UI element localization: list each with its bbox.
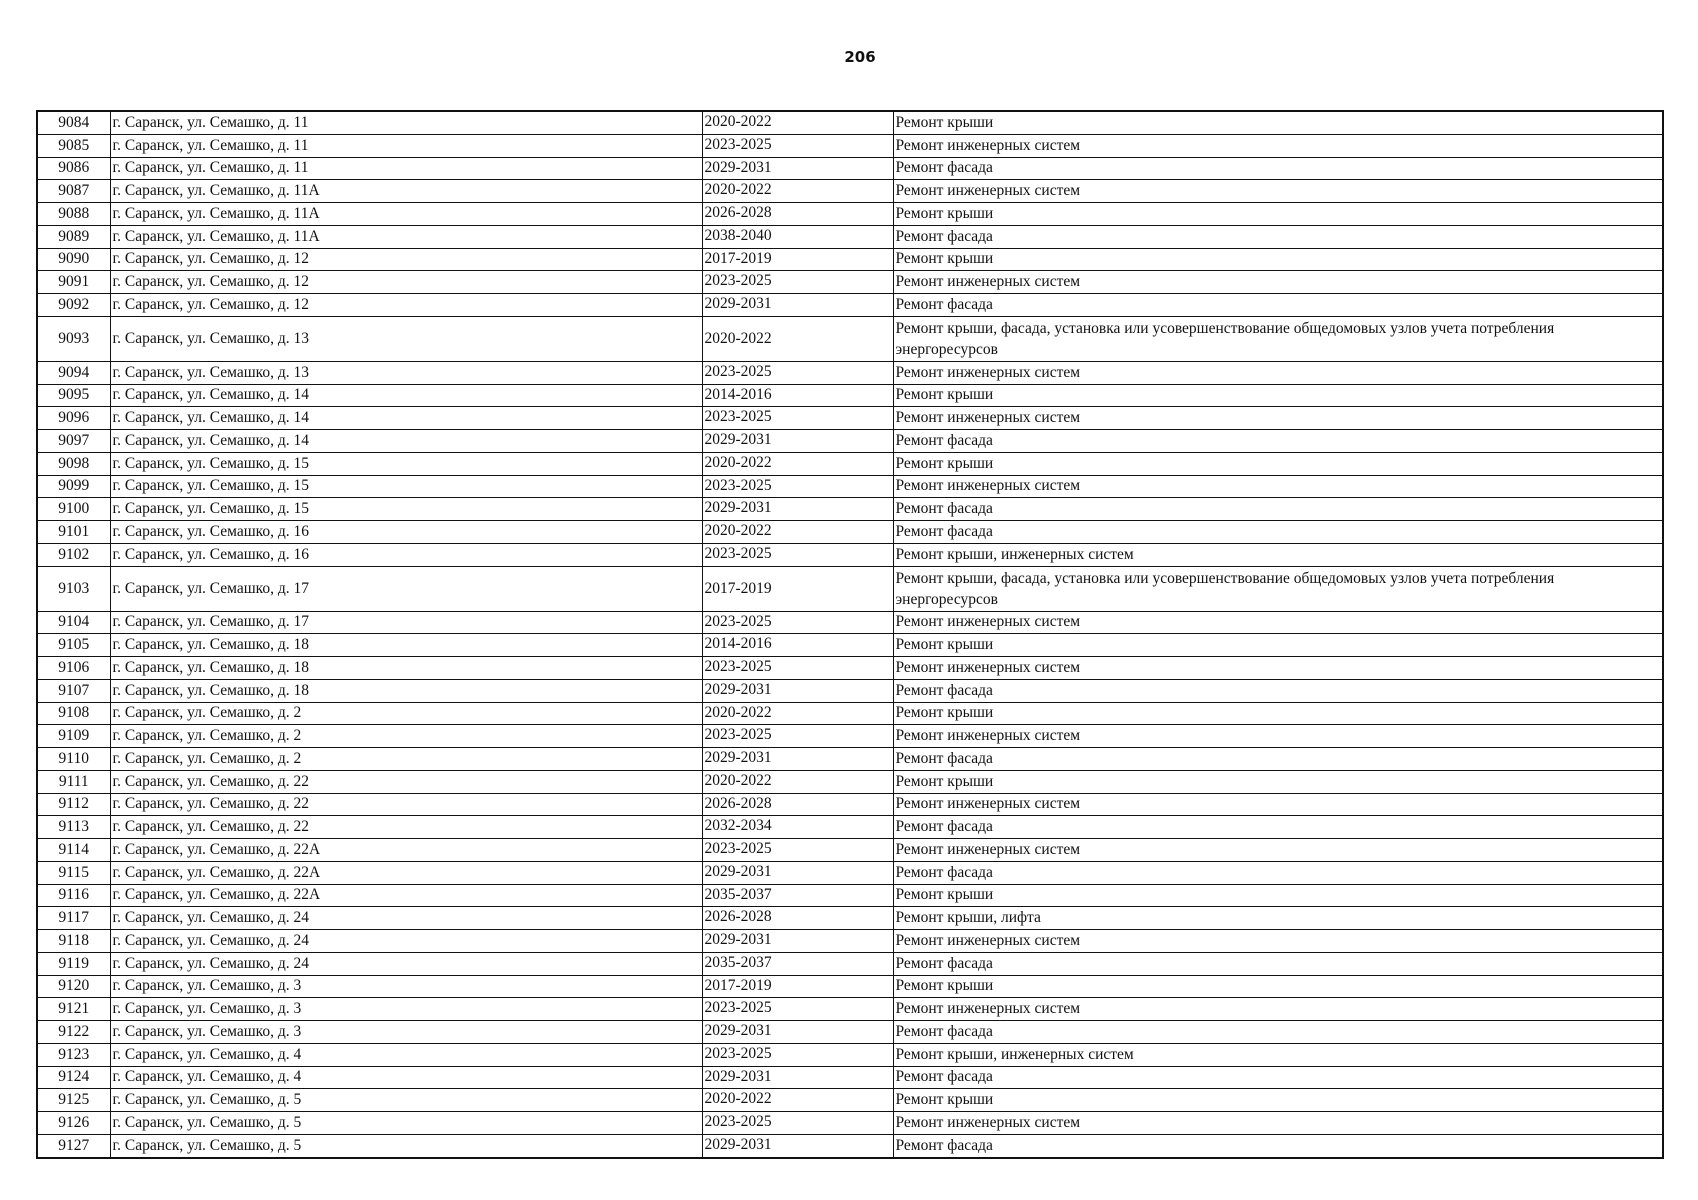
work-type-cell: Ремонт фасада — [893, 679, 1663, 702]
table-row — [37, 225, 1663, 248]
row-number-cell: 9098 — [37, 452, 110, 475]
address-cell: г. Саранск, ул. Семашко, д. 22А — [110, 884, 702, 907]
table-row — [37, 498, 1663, 521]
address-cell: г. Саранск, ул. Семашко, д. 14 — [110, 407, 702, 430]
work-type-cell: Ремонт фасада — [893, 498, 1663, 521]
period-cell: 2032-2034 — [702, 816, 893, 839]
table-row — [37, 475, 1663, 498]
table-row — [37, 111, 1663, 134]
period-cell: 2029-2031 — [702, 861, 893, 884]
table-row — [37, 248, 1663, 271]
period-cell: 2020-2022 — [702, 521, 893, 544]
work-type-cell: Ремонт фасада — [893, 430, 1663, 453]
work-type-cell: Ремонт крыши, фасада, установка или усовершенствование общедомовых узлов учета потребления энергоресурсов — [893, 316, 1663, 361]
work-type-cell: Ремонт инженерных систем — [893, 407, 1663, 430]
row-number-cell: 9100 — [37, 498, 110, 521]
address-cell: г. Саранск, ул. Семашко, д. 11А — [110, 225, 702, 248]
row-number-cell: 9094 — [37, 361, 110, 384]
address-cell: г. Саранск, ул. Семашко, д. 5 — [110, 1089, 702, 1112]
row-number-cell: 9091 — [37, 271, 110, 294]
period-cell: 2023-2025 — [702, 839, 893, 862]
row-number-cell: 9120 — [37, 975, 110, 998]
address-cell: г. Саранск, ул. Семашко, д. 18 — [110, 679, 702, 702]
row-number-cell: 9108 — [37, 702, 110, 725]
work-type-cell: Ремонт крыши — [893, 111, 1663, 134]
table-row — [37, 180, 1663, 203]
row-number-cell: 9127 — [37, 1134, 110, 1157]
work-type-cell: Ремонт фасада — [893, 157, 1663, 180]
work-type-cell: Ремонт инженерных систем — [893, 271, 1663, 294]
address-cell: г. Саранск, ул. Семашко, д. 3 — [110, 975, 702, 998]
period-cell: 2020-2022 — [702, 316, 893, 361]
address-cell: г. Саранск, ул. Семашко, д. 14 — [110, 430, 702, 453]
address-cell: г. Саранск, ул. Семашко, д. 22А — [110, 839, 702, 862]
work-type-cell: Ремонт крыши — [893, 1089, 1663, 1112]
work-type-cell: Ремонт фасада — [893, 1066, 1663, 1089]
row-number-cell: 9126 — [37, 1112, 110, 1135]
work-type-cell: Ремонт крыши — [893, 452, 1663, 475]
row-number-cell: 9097 — [37, 430, 110, 453]
period-cell: 2023-2025 — [702, 271, 893, 294]
work-type-cell: Ремонт инженерных систем — [893, 725, 1663, 748]
table-row — [37, 816, 1663, 839]
row-number-cell: 9106 — [37, 657, 110, 680]
period-cell: 2026-2028 — [702, 793, 893, 816]
table-row — [37, 407, 1663, 430]
table-row — [37, 975, 1663, 998]
address-cell: г. Саранск, ул. Семашко, д. 11 — [110, 111, 702, 134]
row-number-cell: 9088 — [37, 203, 110, 226]
period-cell: 2023-2025 — [702, 475, 893, 498]
work-type-cell: Ремонт крыши — [893, 203, 1663, 226]
row-number-cell: 9087 — [37, 180, 110, 203]
period-cell: 2023-2025 — [702, 407, 893, 430]
row-number-cell: 9084 — [37, 111, 110, 134]
table-row — [37, 952, 1663, 975]
address-cell: г. Саранск, ул. Семашко, д. 13 — [110, 361, 702, 384]
work-type-cell: Ремонт фасада — [893, 1134, 1663, 1157]
row-number-cell: 9089 — [37, 225, 110, 248]
period-cell: 2029-2031 — [702, 679, 893, 702]
table-row — [37, 521, 1663, 544]
row-number-cell: 9116 — [37, 884, 110, 907]
address-cell: г. Саранск, ул. Семашко, д. 3 — [110, 998, 702, 1021]
row-number-cell: 9112 — [37, 793, 110, 816]
row-number-cell: 9125 — [37, 1089, 110, 1112]
row-number-cell: 9085 — [37, 134, 110, 157]
row-number-cell: 9092 — [37, 294, 110, 317]
table-row — [37, 134, 1663, 157]
work-type-cell: Ремонт крыши, фасада, установка или усовершенствование общедомовых узлов учета потребления энергоресурсов — [893, 566, 1663, 611]
row-number-cell: 9117 — [37, 907, 110, 930]
work-type-cell: Ремонт фасада — [893, 952, 1663, 975]
table-row — [37, 452, 1663, 475]
table-row — [37, 203, 1663, 226]
period-cell: 2029-2031 — [702, 1134, 893, 1157]
period-cell: 2023-2025 — [702, 1043, 893, 1066]
period-cell: 2029-2031 — [702, 498, 893, 521]
row-number-cell: 9110 — [37, 748, 110, 771]
table-row — [37, 1066, 1663, 1089]
work-type-cell: Ремонт фасада — [893, 225, 1663, 248]
table-row — [37, 634, 1663, 657]
work-type-cell: Ремонт крыши — [893, 770, 1663, 793]
period-cell: 2017-2019 — [702, 248, 893, 271]
table-row — [37, 430, 1663, 453]
row-number-cell: 9122 — [37, 1021, 110, 1044]
row-number-cell: 9115 — [37, 861, 110, 884]
table-row — [37, 884, 1663, 907]
address-cell: г. Саранск, ул. Семашко, д. 11А — [110, 203, 702, 226]
work-type-cell: Ремонт крыши, инженерных систем — [893, 1043, 1663, 1066]
table-row — [37, 998, 1663, 1021]
table-row — [37, 679, 1663, 702]
page-number: 206 — [844, 48, 876, 66]
address-cell: г. Саранск, ул. Семашко, д. 17 — [110, 566, 702, 611]
period-cell: 2014-2016 — [702, 384, 893, 407]
period-cell: 2029-2031 — [702, 294, 893, 317]
period-cell: 2020-2022 — [702, 180, 893, 203]
work-type-cell: Ремонт крыши, инженерных систем — [893, 543, 1663, 566]
table-row — [37, 294, 1663, 317]
row-number-cell: 9121 — [37, 998, 110, 1021]
row-number-cell: 9105 — [37, 634, 110, 657]
row-number-cell: 9096 — [37, 407, 110, 430]
row-number-cell: 9095 — [37, 384, 110, 407]
address-cell: г. Саранск, ул. Семашко, д. 2 — [110, 748, 702, 771]
work-type-cell: Ремонт фасада — [893, 294, 1663, 317]
table-row — [37, 316, 1663, 361]
work-type-cell: Ремонт инженерных систем — [893, 475, 1663, 498]
period-cell: 2029-2031 — [702, 157, 893, 180]
address-cell: г. Саранск, ул. Семашко, д. 24 — [110, 952, 702, 975]
row-number-cell: 9118 — [37, 930, 110, 953]
period-cell: 2029-2031 — [702, 430, 893, 453]
table-row — [37, 611, 1663, 634]
work-type-cell: Ремонт инженерных систем — [893, 134, 1663, 157]
table-row — [37, 1089, 1663, 1112]
table-row — [37, 839, 1663, 862]
row-number-cell: 9124 — [37, 1066, 110, 1089]
row-number-cell: 9101 — [37, 521, 110, 544]
row-number-cell: 9102 — [37, 543, 110, 566]
address-cell: г. Саранск, ул. Семашко, д. 22 — [110, 816, 702, 839]
period-cell: 2029-2031 — [702, 1021, 893, 1044]
table-row — [37, 725, 1663, 748]
period-cell: 2020-2022 — [702, 111, 893, 134]
row-number-cell: 9113 — [37, 816, 110, 839]
table-row — [37, 271, 1663, 294]
work-type-cell: Ремонт инженерных систем — [893, 180, 1663, 203]
work-type-cell: Ремонт фасада — [893, 521, 1663, 544]
address-cell: г. Саранск, ул. Семашко, д. 22 — [110, 770, 702, 793]
period-cell: 2023-2025 — [702, 611, 893, 634]
table-row — [37, 361, 1663, 384]
table-row — [37, 657, 1663, 680]
row-number-cell: 9103 — [37, 566, 110, 611]
row-number-cell: 9099 — [37, 475, 110, 498]
address-cell: г. Саранск, ул. Семашко, д. 16 — [110, 521, 702, 544]
table-row — [37, 748, 1663, 771]
period-cell: 2029-2031 — [702, 1066, 893, 1089]
period-cell: 2017-2019 — [702, 975, 893, 998]
table-row — [37, 1021, 1663, 1044]
table-row — [37, 1043, 1663, 1066]
period-cell: 2026-2028 — [702, 203, 893, 226]
table-body — [37, 111, 1663, 1158]
period-cell: 2020-2022 — [702, 1089, 893, 1112]
row-number-cell: 9109 — [37, 725, 110, 748]
period-cell: 2035-2037 — [702, 952, 893, 975]
address-cell: г. Саранск, ул. Семашко, д. 15 — [110, 498, 702, 521]
row-number-cell: 9111 — [37, 770, 110, 793]
work-type-cell: Ремонт фасада — [893, 861, 1663, 884]
work-type-cell: Ремонт фасада — [893, 816, 1663, 839]
address-cell: г. Саранск, ул. Семашко, д. 13 — [110, 316, 702, 361]
row-number-cell: 9104 — [37, 611, 110, 634]
row-number-cell: 9114 — [37, 839, 110, 862]
address-cell: г. Саранск, ул. Семашко, д. 17 — [110, 611, 702, 634]
address-cell: г. Саранск, ул. Семашко, д. 4 — [110, 1043, 702, 1066]
work-type-cell: Ремонт крыши — [893, 702, 1663, 725]
work-type-cell: Ремонт инженерных систем — [893, 361, 1663, 384]
table-row — [37, 861, 1663, 884]
work-type-cell: Ремонт инженерных систем — [893, 839, 1663, 862]
address-cell: г. Саранск, ул. Семашко, д. 18 — [110, 634, 702, 657]
address-cell: г. Саранск, ул. Семашко, д. 24 — [110, 930, 702, 953]
period-cell: 2020-2022 — [702, 702, 893, 725]
work-type-cell: Ремонт инженерных систем — [893, 611, 1663, 634]
work-type-cell: Ремонт крыши — [893, 248, 1663, 271]
address-cell: г. Саранск, ул. Семашко, д. 4 — [110, 1066, 702, 1089]
address-cell: г. Саранск, ул. Семашко, д. 24 — [110, 907, 702, 930]
address-cell: г. Саранск, ул. Семашко, д. 12 — [110, 294, 702, 317]
address-cell: г. Саранск, ул. Семашко, д. 15 — [110, 452, 702, 475]
table-row — [37, 384, 1663, 407]
row-number-cell: 9093 — [37, 316, 110, 361]
period-cell: 2029-2031 — [702, 748, 893, 771]
address-cell: г. Саранск, ул. Семашко, д. 3 — [110, 1021, 702, 1044]
table-row — [37, 907, 1663, 930]
period-cell: 2029-2031 — [702, 930, 893, 953]
work-type-cell: Ремонт фасада — [893, 1021, 1663, 1044]
work-type-cell: Ремонт крыши — [893, 975, 1663, 998]
address-cell: г. Саранск, ул. Семашко, д. 11 — [110, 134, 702, 157]
repair-schedule-table — [36, 110, 1664, 1159]
work-type-cell: Ремонт крыши — [893, 884, 1663, 907]
row-number-cell: 9086 — [37, 157, 110, 180]
work-type-cell: Ремонт крыши — [893, 634, 1663, 657]
period-cell: 2035-2037 — [702, 884, 893, 907]
address-cell: г. Саранск, ул. Семашко, д. 14 — [110, 384, 702, 407]
work-type-cell: Ремонт крыши, лифта — [893, 907, 1663, 930]
address-cell: г. Саранск, ул. Семашко, д. 2 — [110, 725, 702, 748]
work-type-cell: Ремонт инженерных систем — [893, 930, 1663, 953]
address-cell: г. Саранск, ул. Семашко, д. 11 — [110, 157, 702, 180]
address-cell: г. Саранск, ул. Семашко, д. 16 — [110, 543, 702, 566]
table-row — [37, 1134, 1663, 1157]
period-cell: 2023-2025 — [702, 1112, 893, 1135]
table-row — [37, 770, 1663, 793]
table-row — [37, 157, 1663, 180]
work-type-cell: Ремонт инженерных систем — [893, 1112, 1663, 1135]
period-cell: 2026-2028 — [702, 907, 893, 930]
period-cell: 2023-2025 — [702, 543, 893, 566]
work-type-cell: Ремонт инженерных систем — [893, 998, 1663, 1021]
address-cell: г. Саранск, ул. Семашко, д. 22А — [110, 861, 702, 884]
period-cell: 2023-2025 — [702, 657, 893, 680]
row-number-cell: 9107 — [37, 679, 110, 702]
address-cell: г. Саранск, ул. Семашко, д. 18 — [110, 657, 702, 680]
table-row — [37, 793, 1663, 816]
period-cell: 2023-2025 — [702, 134, 893, 157]
period-cell: 2038-2040 — [702, 225, 893, 248]
period-cell: 2023-2025 — [702, 361, 893, 384]
table-row — [37, 930, 1663, 953]
row-number-cell: 9123 — [37, 1043, 110, 1066]
work-type-cell: Ремонт инженерных систем — [893, 657, 1663, 680]
address-cell: г. Саранск, ул. Семашко, д. 22 — [110, 793, 702, 816]
address-cell: г. Саранск, ул. Семашко, д. 2 — [110, 702, 702, 725]
table-row — [37, 702, 1663, 725]
address-cell: г. Саранск, ул. Семашко, д. 5 — [110, 1134, 702, 1157]
address-cell: г. Саранск, ул. Семашко, д. 12 — [110, 271, 702, 294]
period-cell: 2014-2016 — [702, 634, 893, 657]
work-type-cell: Ремонт инженерных систем — [893, 793, 1663, 816]
work-type-cell: Ремонт крыши — [893, 384, 1663, 407]
address-cell: г. Саранск, ул. Семашко, д. 11А — [110, 180, 702, 203]
table-row — [37, 543, 1663, 566]
address-cell: г. Саранск, ул. Семашко, д. 12 — [110, 248, 702, 271]
row-number-cell: 9119 — [37, 952, 110, 975]
address-cell: г. Саранск, ул. Семашко, д. 15 — [110, 475, 702, 498]
period-cell: 2023-2025 — [702, 725, 893, 748]
period-cell: 2020-2022 — [702, 770, 893, 793]
table-row — [37, 566, 1663, 611]
address-cell: г. Саранск, ул. Семашко, д. 5 — [110, 1112, 702, 1135]
period-cell: 2020-2022 — [702, 452, 893, 475]
period-cell: 2023-2025 — [702, 998, 893, 1021]
row-number-cell: 9090 — [37, 248, 110, 271]
table-row — [37, 1112, 1663, 1135]
work-type-cell: Ремонт фасада — [893, 748, 1663, 771]
period-cell: 2017-2019 — [702, 566, 893, 611]
